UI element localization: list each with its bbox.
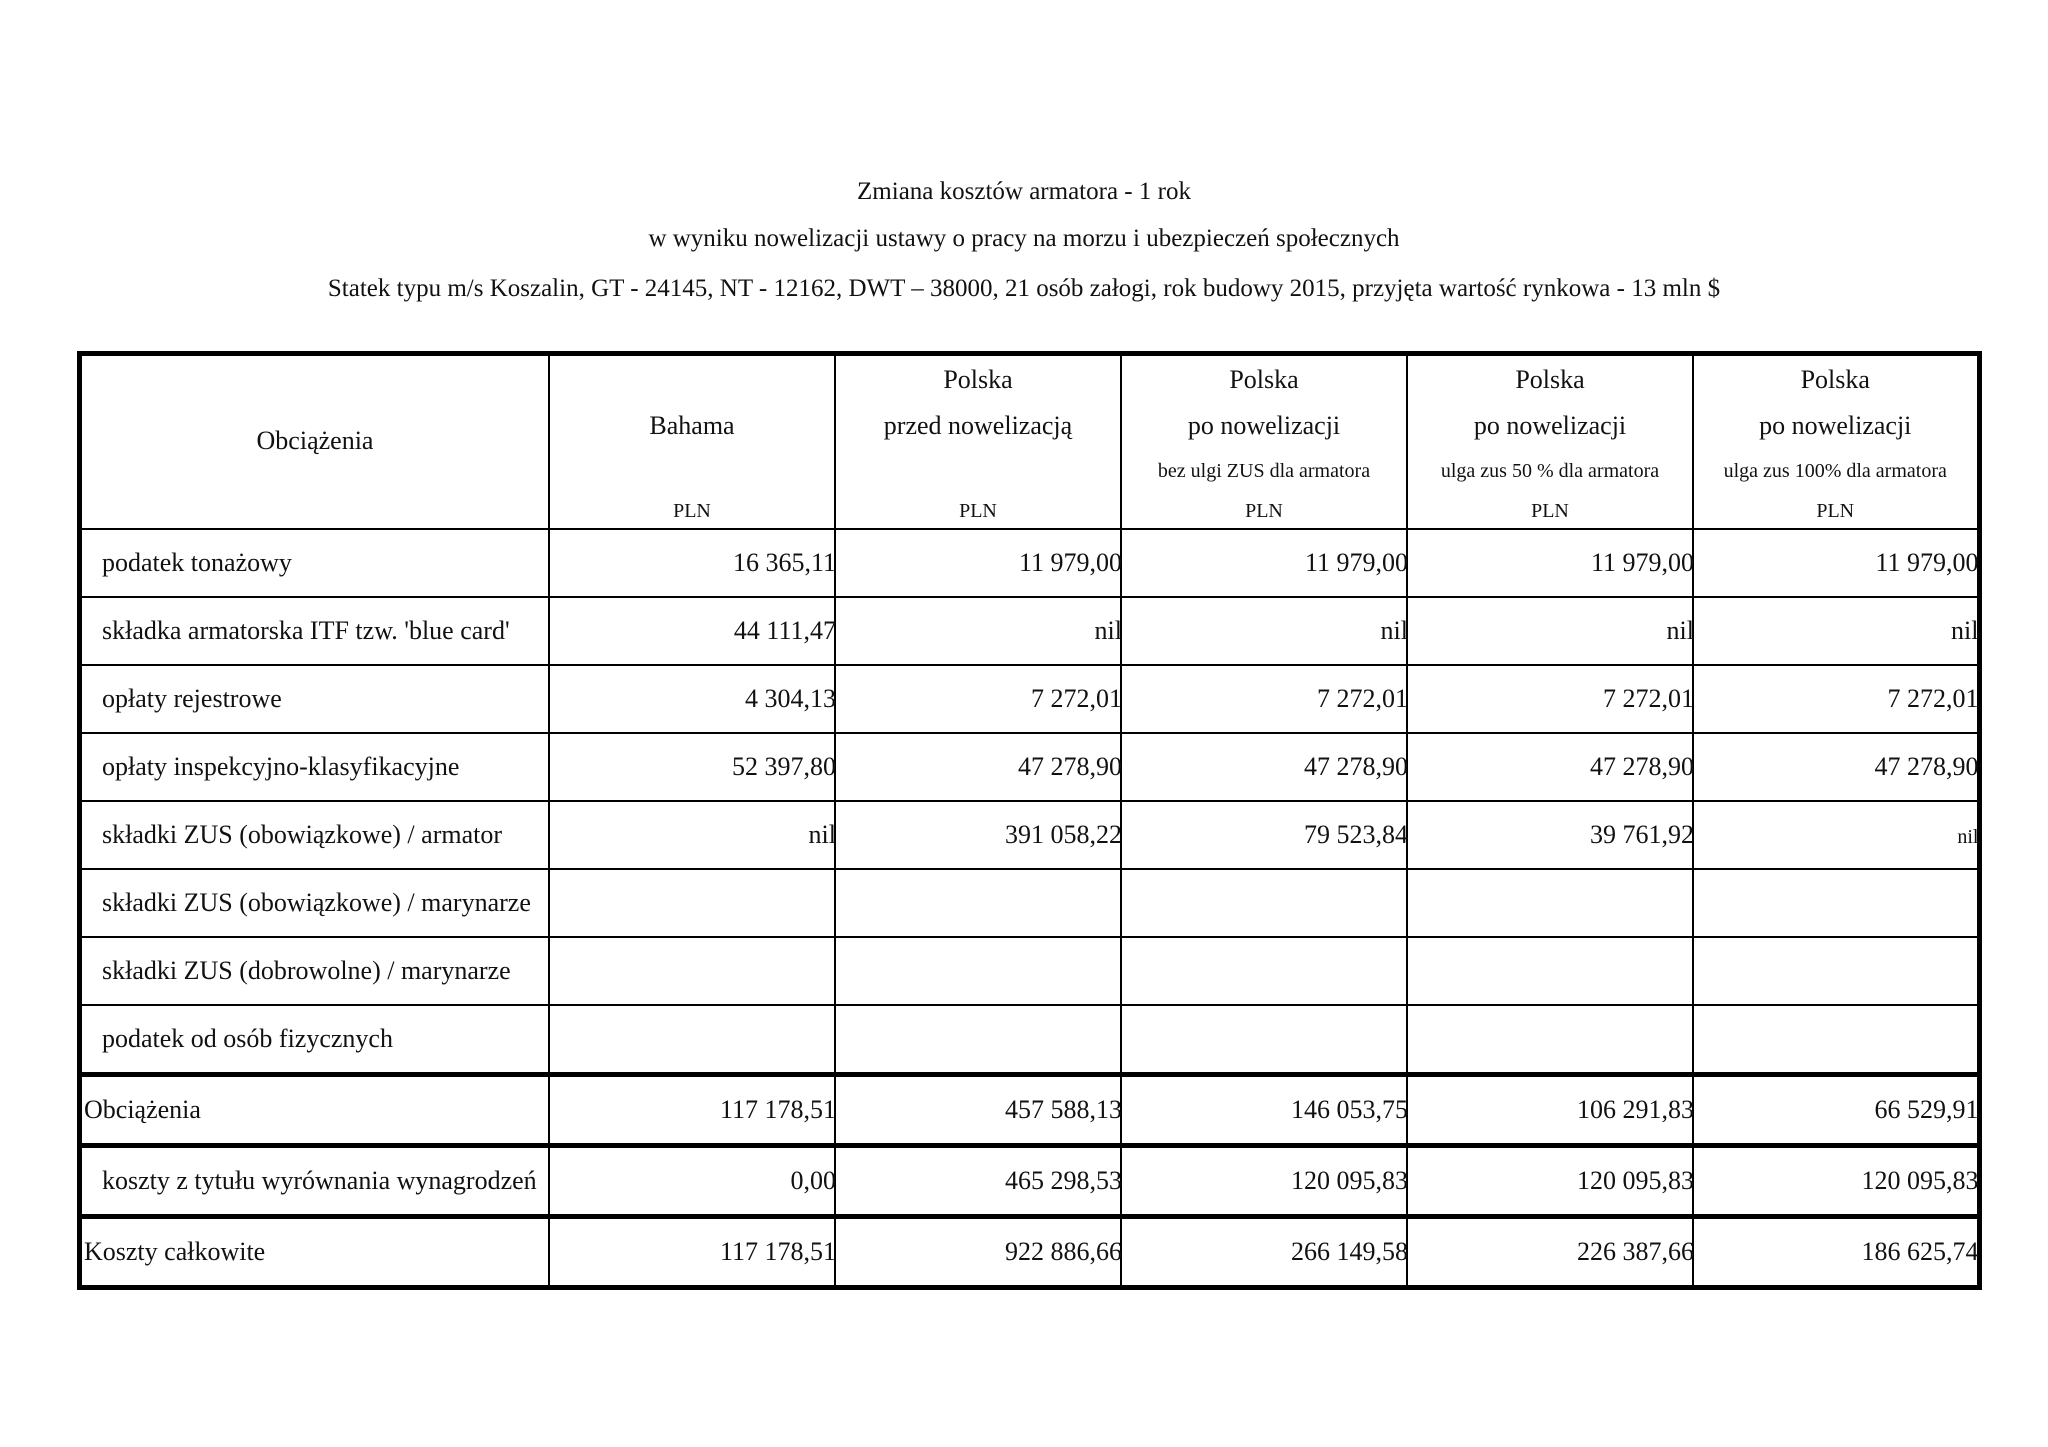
table-cell: 16 365,11 [549, 529, 835, 597]
title-line-2: w wyniku nowelizacji ustawy o pracy na morzu i ubezpieczeń społecznych [648, 225, 1400, 252]
table-cell [1407, 937, 1693, 1005]
row-label: składki ZUS (dobrowolne) / marynarze [80, 937, 550, 1005]
total-row [80, 1217, 1980, 1288]
row-label: składki ZUS (obowiązkowe) / armator [80, 801, 550, 869]
table-row [80, 597, 1980, 665]
table-cell: 52 397,80 [549, 733, 835, 801]
table-cell [1121, 937, 1407, 1005]
table-cell: 465 298,53 [835, 1146, 1121, 1217]
header-col-poland-after-50 [1407, 354, 1693, 530]
header-col-title: Polska [943, 365, 1013, 394]
table-cell [835, 869, 1121, 937]
header-col-subtitle: po nowelizacji [1473, 411, 1627, 440]
header-label-cell [80, 354, 550, 530]
table-cell: nil [1693, 801, 1979, 869]
table-cell [1693, 937, 1979, 1005]
table-cell: 120 095,83 [1693, 1146, 1979, 1217]
header-col-title: Polska [1800, 365, 1870, 394]
table-cell: 7 272,01 [1121, 665, 1407, 733]
header-col-unit: PLN [1531, 500, 1569, 522]
table-cell: 106 291,83 [1407, 1075, 1693, 1146]
subtotal-label: Obciążenia [80, 1075, 550, 1146]
table-cell: nil [1121, 597, 1407, 665]
table-cell: 7 272,01 [835, 665, 1121, 733]
row-label: opłaty rejestrowe [80, 665, 550, 733]
header-col-subtitle: po nowelizacji [1187, 411, 1341, 440]
table-cell: 47 278,90 [1407, 733, 1693, 801]
table-cell: 266 149,58 [1121, 1217, 1407, 1288]
header-col-subtitle: przed nowelizacją [883, 411, 1073, 440]
table-row [80, 665, 1980, 733]
table-cell: 7 272,01 [1693, 665, 1979, 733]
total-label: Koszty całkowite [80, 1217, 550, 1288]
table-cell [549, 869, 835, 937]
table-cell: 47 278,90 [1693, 733, 1979, 801]
table-cell: 226 387,66 [1407, 1217, 1693, 1288]
table-row [80, 733, 1980, 801]
table-cell [835, 1005, 1121, 1075]
table-cell [549, 937, 835, 1005]
table-cell: 47 278,90 [835, 733, 1121, 801]
header-col-poland-after-no-relief [1121, 354, 1407, 530]
table-cell: 117 178,51 [549, 1217, 835, 1288]
table-cell: 4 304,13 [549, 665, 835, 733]
table-cell [1407, 869, 1693, 937]
table-cell: 44 111,47 [549, 597, 835, 665]
header-col-unit: PLN [1816, 500, 1855, 522]
table-cell [549, 1005, 835, 1075]
header-col-subtitle: po nowelizacji [1759, 411, 1912, 440]
header-col-poland-after-100 [1693, 354, 1979, 530]
table-cell: 922 886,66 [835, 1217, 1121, 1288]
cost-table [77, 351, 1982, 1290]
table-row [80, 529, 1980, 597]
table-cell: 79 523,84 [1121, 801, 1407, 869]
table-cell: 120 095,83 [1407, 1146, 1693, 1217]
table-cell [1121, 869, 1407, 937]
table-cell: 11 979,00 [1693, 529, 1979, 597]
table-cell: 11 979,00 [835, 529, 1121, 597]
table-row [80, 937, 1980, 1005]
title-line-3: Statek typu m/s Koszalin, GT - 24145, NT - 12162, DWT – 38000, 21 osób załogi, rok budowy 2015, przyjęta wartość rynkowa - 13 mln $ [327, 275, 1721, 302]
table-cell [1693, 869, 1979, 937]
header-col-note: bez ulgi ZUS dla armatora [1157, 460, 1371, 482]
header-row [80, 354, 1980, 530]
row-label: podatek tonażowy [80, 529, 550, 597]
table-row [80, 801, 1980, 869]
table-cell [1121, 1005, 1407, 1075]
table-cell: 186 625,74 [1693, 1217, 1979, 1288]
table-cell: 39 761,92 [1407, 801, 1693, 869]
table-cell [835, 937, 1121, 1005]
table-cell: 11 979,00 [1121, 529, 1407, 597]
table-cell: nil [1693, 597, 1979, 665]
table-cell: 11 979,00 [1407, 529, 1693, 597]
table-cell: nil [1407, 597, 1693, 665]
wages-row [80, 1146, 1980, 1217]
table-cell: 66 529,91 [1693, 1075, 1979, 1146]
row-label: składka armatorska ITF tzw. 'blue card' [80, 597, 550, 665]
header-col-unit: PLN [673, 500, 711, 522]
header-col-note: ulga zus 100% dla armatora [1723, 460, 1947, 482]
table-cell: 0,00 [549, 1146, 835, 1217]
table-cell: 120 095,83 [1121, 1146, 1407, 1217]
header-col-unit: PLN [959, 500, 997, 522]
table-row [80, 869, 1980, 937]
table-cell [1693, 1005, 1979, 1075]
row-label: podatek od osób fizycznych [80, 1005, 550, 1075]
table-cell: nil [549, 801, 835, 869]
wages-label: koszty z tytułu wyrównania wynagrodzeń [80, 1146, 550, 1217]
header-col-note: ulga zus 50 % dla armatora [1440, 460, 1660, 482]
table-cell: nil [835, 597, 1121, 665]
table-cell: 391 058,22 [835, 801, 1121, 869]
table-cell: 146 053,75 [1121, 1075, 1407, 1146]
table-cell: 47 278,90 [1121, 733, 1407, 801]
header-label: Obciążenia [256, 426, 374, 455]
row-label: składki ZUS (obowiązkowe) / marynarze [80, 869, 550, 937]
table-cell [1407, 1005, 1693, 1075]
subtotal-row [80, 1075, 1980, 1146]
title-line-1: Zmiana kosztów armatora - 1 rok [857, 178, 1191, 205]
header-col-unit: PLN [1245, 500, 1283, 522]
header-col-title: Bahama [649, 411, 735, 440]
header-col-title: Polska [1229, 365, 1299, 394]
row-label: opłaty inspekcyjno-klasyfikacyjne [80, 733, 550, 801]
table-cell: 457 588,13 [835, 1075, 1121, 1146]
header-col-poland-before [835, 354, 1121, 530]
table-cell: 7 272,01 [1407, 665, 1693, 733]
table-row [80, 1005, 1980, 1075]
table-cell: 117 178,51 [549, 1075, 835, 1146]
header-col-title: Polska [1515, 365, 1585, 394]
header-col-bahama [549, 354, 835, 530]
